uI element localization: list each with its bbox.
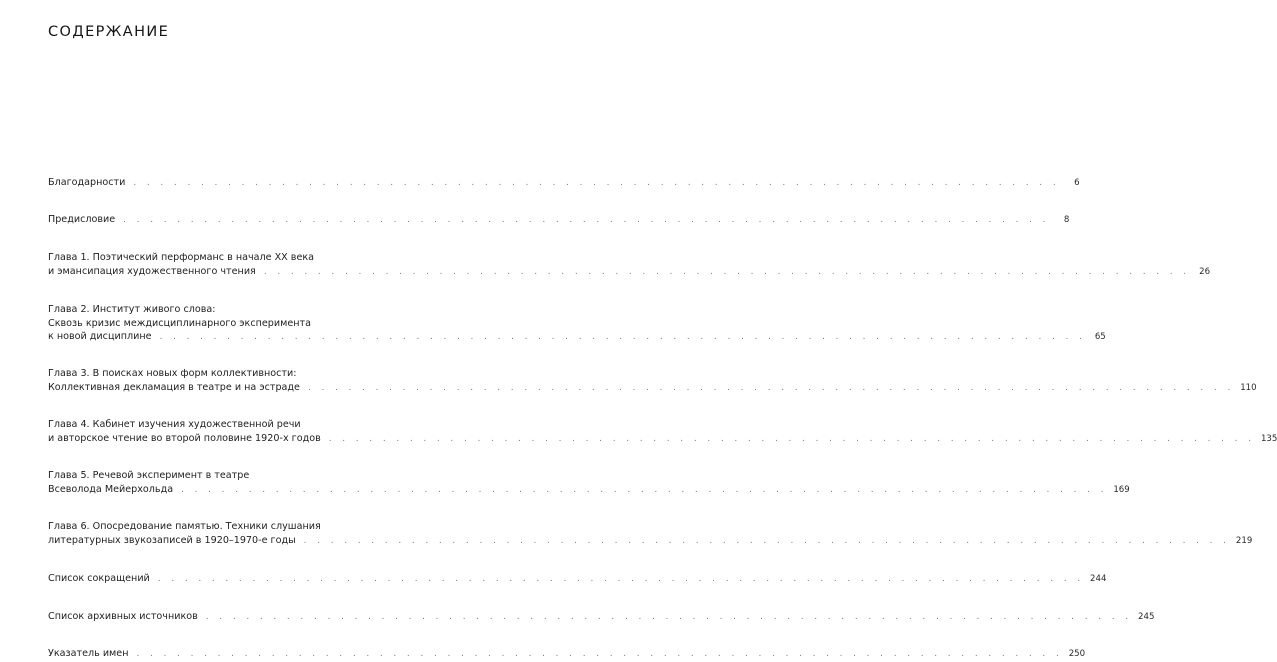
dot-leader: . . . . . . . . . . . . . . . . . . . . . . . . . . . . . . . . . . . . . . . . . . . . . . . . . . . . . . . . . . . . . . . . . . . . .	[159, 332, 1086, 342]
dot-leader: . . . . . . . . . . . . . . . . . . . . . . . . . . . . . . . . . . . . . . . . . . . . . . . . . . . . . . . . . . . . . . . . . . . . .	[133, 178, 1060, 188]
dot-leader: . . . . . . . . . . . . . . . . . . . . . . . . . . . . . . . . . . . . . . . . . . . . . . . . . . . . . . . . . . . . . . . . . . . . .	[307, 382, 1235, 393]
toc-entry-title-continued: и авторское чтение во второй половине 1920-х годов	[48, 432, 321, 444]
toc-entry-chapter-4[interactable]	[48, 418, 1277, 446]
dot-leader: . . . . . . . . . . . . . . . . . . . . . . . . . . . . . . . . . . . . . . . . . . . . . . . . . . . . . . . . . . . . . . . . . . . . .	[328, 433, 1255, 444]
toc-entry-title-continued: Всеволода Мейерхольда	[48, 483, 174, 495]
toc-entry-chapter-5[interactable]	[48, 469, 1130, 497]
toc-entry-chapter-2[interactable]	[48, 303, 1106, 345]
page-title: СОДЕРЖАНИЕ	[48, 24, 170, 40]
dot-leader: . . . . . . . . . . . . . . . . . . . . . . . . . . . . . . . . . . . . . . . . . . . . . . . . . . . . . . . . . . . . . . . . . . . . .	[157, 574, 1085, 584]
toc-entry-title-continued: Коллективная декламация в театре и на эстраде	[48, 381, 300, 393]
toc-entry-title-continued: Сквозь кризис междисциплинарного эксперимента	[48, 317, 311, 329]
dot-leader: . . . . . . . . . . . . . . . . . . . . . . . . . . . . . . . . . . . . . . . . . . . . . . . . . . . . . . . . . . . . . . . . . . . . .	[181, 484, 1108, 495]
toc-entry-title: Благодарности	[48, 177, 126, 188]
toc-entry-title-continued: и эмансипация художественного чтения	[48, 265, 256, 277]
toc-page-number: 26	[1199, 266, 1211, 277]
toc-page-number: 250	[1068, 649, 1086, 659]
toc-entry-name-index[interactable]	[48, 647, 1086, 662]
toc-entry-title: Глава 5. Речевой эксперимент в театре	[48, 470, 250, 481]
toc-entry-title: Глава 6. Опосредование памятью. Техники слушания	[48, 521, 321, 532]
dot-leader: . . . . . . . . . . . . . . . . . . . . . . . . . . . . . . . . . . . . . . . . . . . . . . . . . . . . . . . . . . . . . . . . . . . . .	[123, 215, 1050, 225]
dot-leader: . . . . . . . . . . . . . . . . . . . . . . . . . . . . . . . . . . . . . . . . . . . . . . . . . . . . . . . . . . . . . . . . . . . . .	[263, 266, 1191, 277]
toc-entry-archival-sources[interactable]	[48, 610, 1155, 625]
toc-page-number: 169	[1113, 484, 1130, 495]
toc-page-number: 245	[1138, 612, 1155, 622]
toc-entry-chapter-6[interactable]	[48, 520, 1253, 548]
toc-entry-title: Глава 3. В поисках новых форм коллективности:	[48, 368, 297, 379]
toc-entry-abbreviations[interactable]	[48, 572, 1107, 587]
toc-entry-title: Глава 1. Поэтический перформанс в начале XX века	[48, 252, 315, 263]
toc-entry-title: Указатель имен	[48, 648, 129, 659]
toc-page-number: 6	[1074, 178, 1080, 188]
toc-page-number: 244	[1090, 574, 1107, 584]
toc-entry-title: Глава 4. Кабинет изучения художественной речи	[48, 419, 301, 430]
toc-entry-title: Список сокращений	[48, 573, 150, 584]
dot-leader: . . . . . . . . . . . . . . . . . . . . . . . . . . . . . . . . . . . . . . . . . . . . . . . . . . . . . . . . . . . . . . . . . . . . .	[205, 612, 1133, 622]
toc-entry-title-continued: к новой дисциплине	[48, 331, 152, 342]
toc-entry-chapter-3[interactable]	[48, 367, 1257, 395]
toc-entry-title-continued: литературных звукозаписей в 1920–1970-е годы	[48, 534, 296, 546]
toc-entry-title: Предисловие	[48, 214, 116, 225]
toc-page-number: 8	[1063, 215, 1070, 225]
toc-page-number: 219	[1235, 535, 1253, 546]
toc-entry-title: Список архивных источников	[48, 611, 198, 622]
toc-page-number: 110	[1240, 382, 1257, 393]
dot-leader: . . . . . . . . . . . . . . . . . . . . . . . . . . . . . . . . . . . . . . . . . . . . . . . . . . . . . . . . . . . . . . . . . . . . .	[303, 535, 1230, 546]
toc-page-number: 135	[1260, 433, 1277, 444]
toc-entry-title: Глава 2. Институт живого слова:	[48, 304, 216, 315]
toc-entry-acknowledgements[interactable]	[48, 176, 1080, 191]
dot-leader: . . . . . . . . . . . . . . . . . . . . . . . . . . . . . . . . . . . . . . . . . . . . . . . . . . . . . . . . . . . . . . . . . . . . .	[136, 649, 1063, 659]
toc-entry-preface[interactable]	[48, 213, 1070, 228]
toc-page-number: 65	[1094, 332, 1106, 342]
toc-entry-chapter-1[interactable]	[48, 251, 1211, 279]
